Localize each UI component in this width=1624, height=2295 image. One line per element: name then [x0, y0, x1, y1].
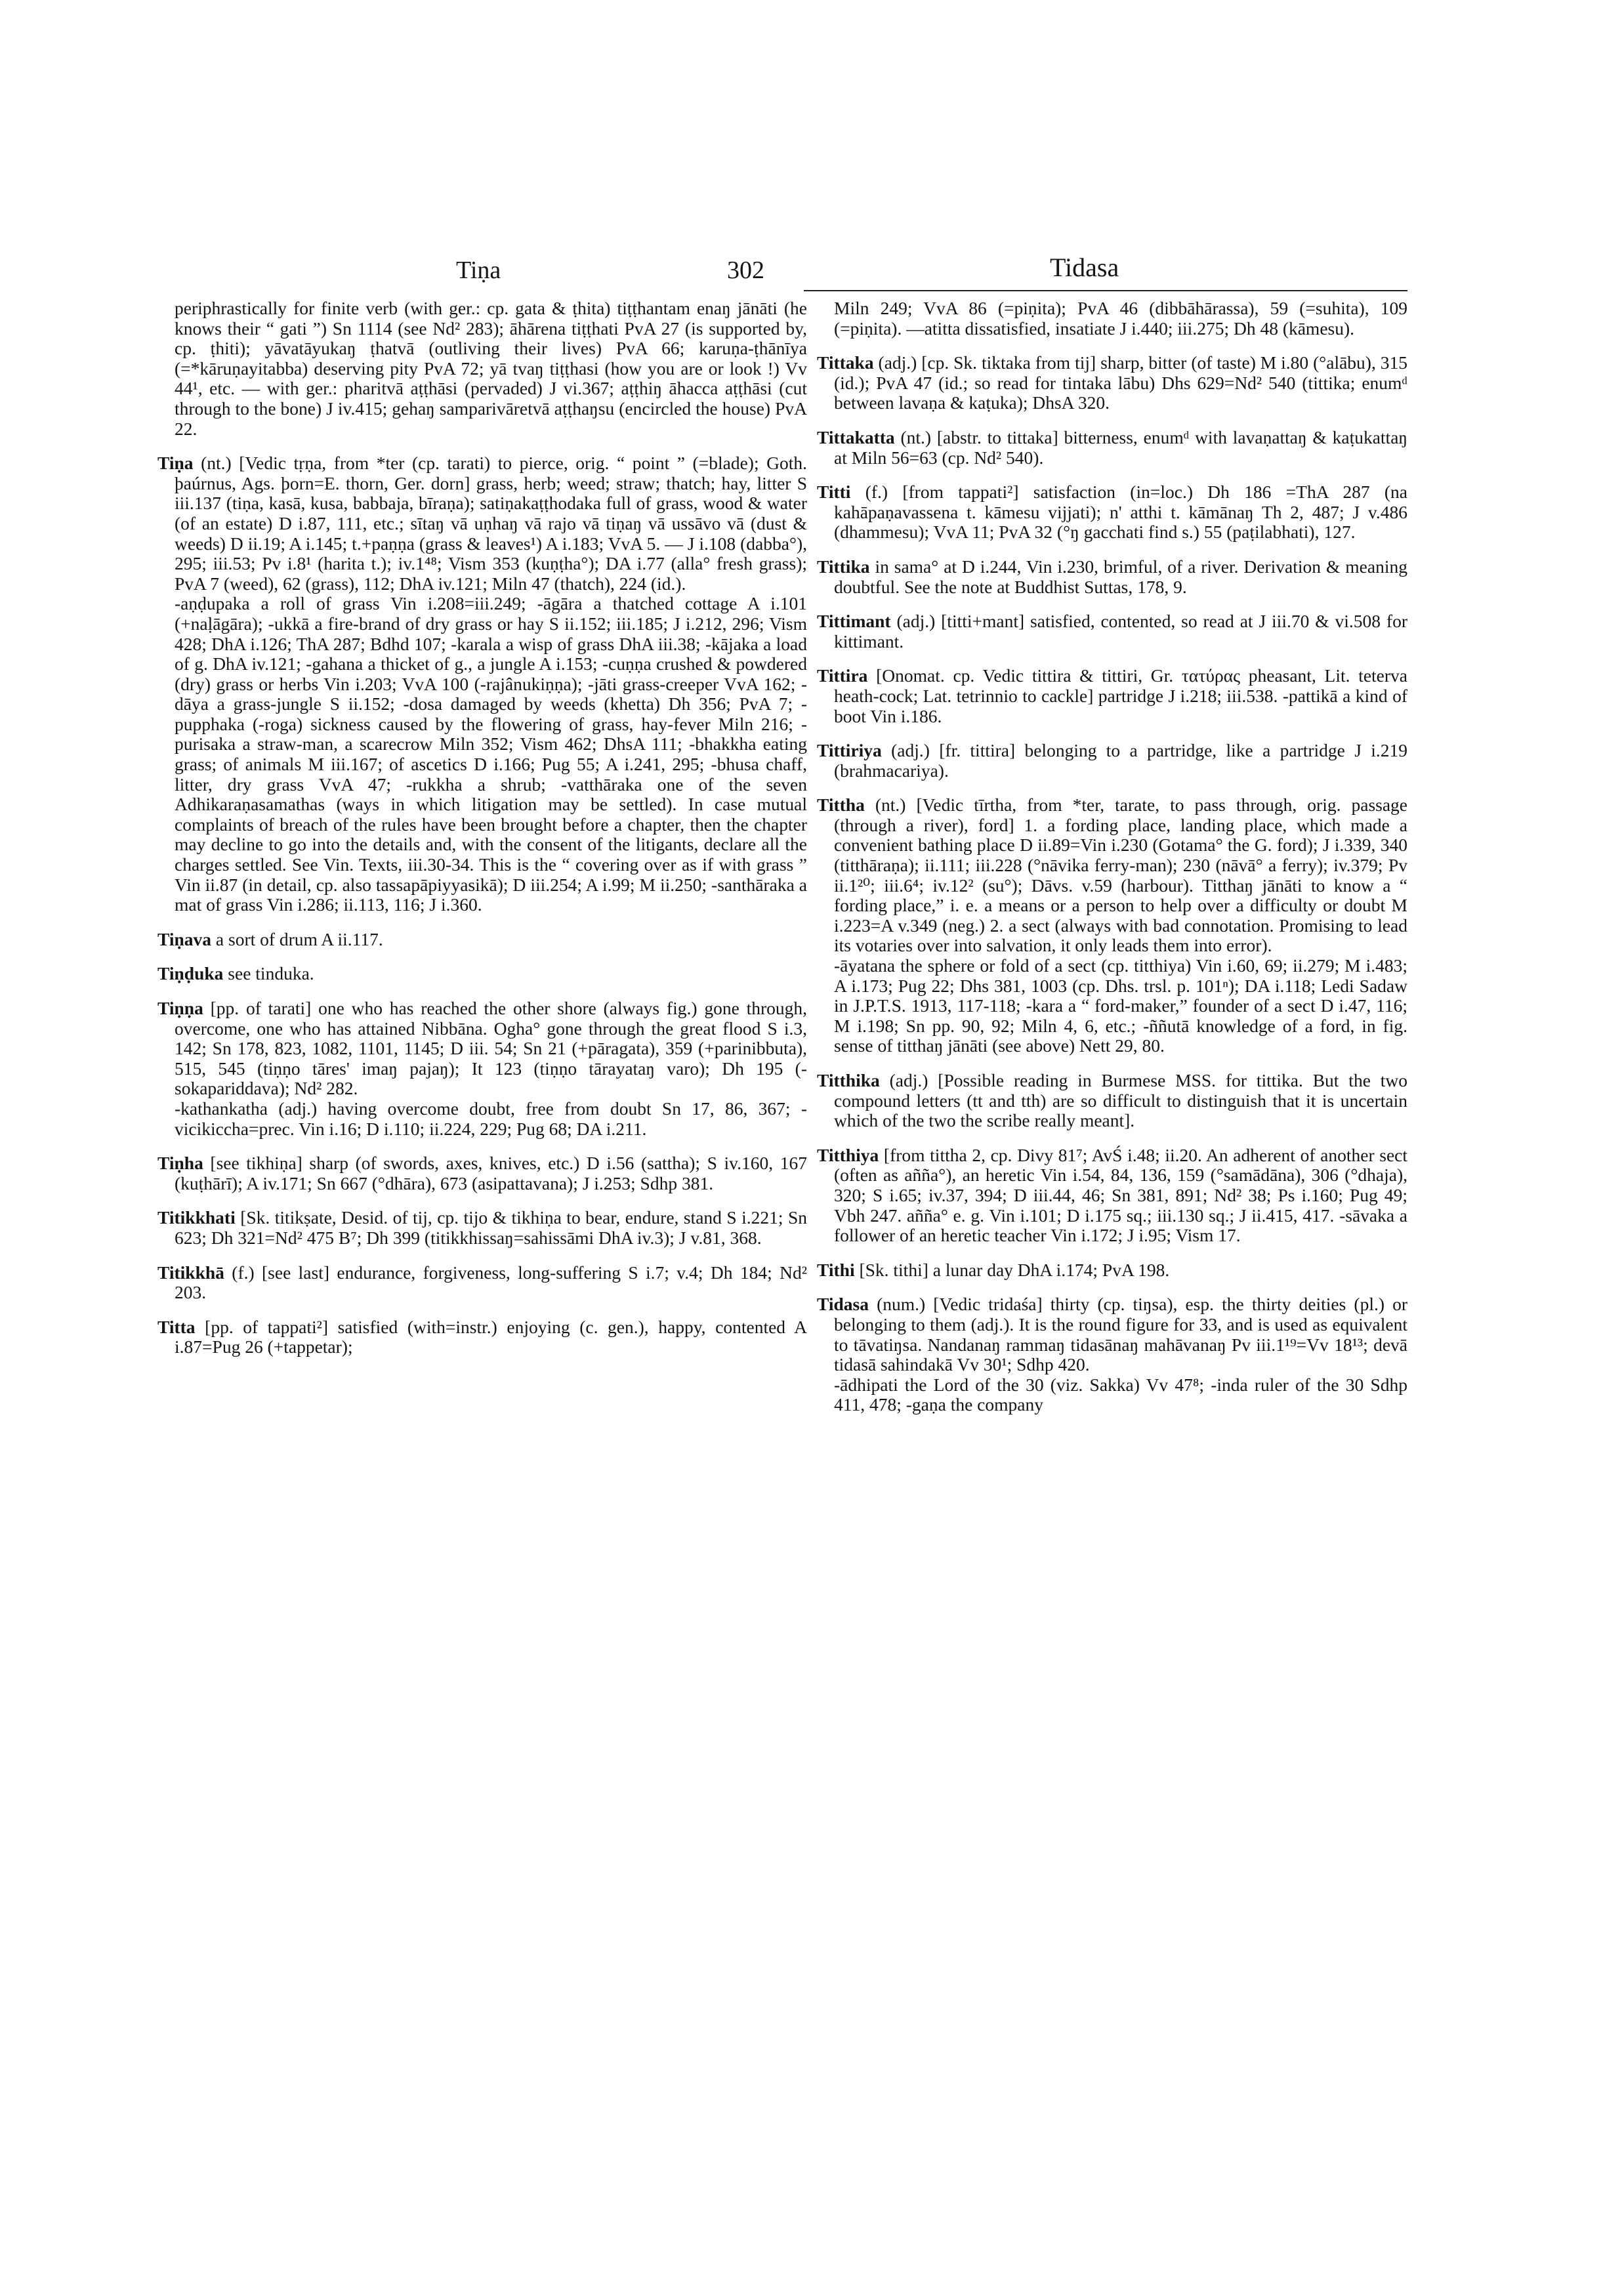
entry-text: (f.) [see last] endurance, forgiveness, long-suffering S i.7; v.4; Dh 184; Nd² 203.	[175, 1262, 807, 1303]
dictionary-entry	[157, 1263, 807, 1303]
entry-text: a sort of drum A ii.117.	[215, 928, 383, 949]
entry-text: in sama° at D i.244, Vin i.230, brimful, of a river. Derivation & meaning doubtful. See the note at Buddhist Suttas, 178, 9.	[834, 556, 1407, 597]
dictionary-entry	[817, 353, 1407, 413]
entry-headword: Titti	[817, 482, 851, 503]
dictionary-entry	[817, 795, 1407, 1056]
dictionary-entry	[157, 1317, 807, 1357]
entry-text: (adj.) [cp. Sk. tiktaka from tij] sharp, bitter (of taste) M i.80 (°alābu), 315 (id.); PvA 47 (id.; so read for tintaka lābu) Dhs 629=Nd² 540 (tittika; enumᵈ between lavaṇa & kaṭuka); DhsA 320.	[834, 352, 1407, 413]
entry-text: (adj.) [Possible reading in Burmese MSS. for tittika. But the two compound letters (tt and tth) are so difficult to distinguish that it is uncertain which of the two the scribe really meant].	[834, 1070, 1408, 1131]
dictionary-entry	[817, 611, 1407, 651]
entry-headword: Titthiya	[817, 1144, 879, 1165]
dictionary-entry	[817, 482, 1407, 543]
dictionary-entry-continuation	[817, 299, 1407, 339]
entry-compounds: -kathankatha (adj.) having overcome doubt, free from doubt Sn 17, 86, 367; -vicikiccha=prec. Vin i.16; D i.110; ii.224, 229; Pug 68; DA i.211.	[175, 1098, 807, 1139]
header-first-headword: Tiṇa	[456, 257, 501, 284]
entry-compounds: -āyatana the sphere or fold of a sect (cp. titthiya) Vin i.60, 69; ii.279; M i.483; A i.173; Pug 22; Dhs 381, 1003 (cp. Dhs. trsl. p. 101ⁿ); DA i.118; Ledi Sadaw in J.P.T.S. 1913, 117-118; -kara a “ ford-maker,” founder of a sect D i.47, 116; M i.198; Sn pp. 90, 92; Miln 4, 6, etc.; -ññutā knowledge of a ford, in fig. sense of titthaŋ jānāti (see above) Nett 29, 80.	[834, 955, 1407, 1056]
entry-text: (adj.) [fr. tittira] belonging to a partridge, like a partridge J i.219 (brahmacariya).	[834, 740, 1408, 781]
dictionary-entry	[817, 1260, 1407, 1281]
entry-headword: Tidasa	[817, 1294, 869, 1315]
entry-headword: Tittira	[817, 665, 868, 686]
entry-text: (num.) [Vedic tridaśa] thirty (cp. tiŋsa), esp. the thirty deities (pl.) or belonging to them (adj.). It is the round figure for 33, and is used as equivalent to tāvatiŋsa. Nandanaŋ rammaŋ tidasānaŋ mahāvanaŋ Pv iii.1¹⁹=Vv 18¹³; devā tidasā sahindakā Vv 30¹; Sdhp 420.	[834, 1294, 1408, 1375]
header-last-headword: Tidasa	[1050, 253, 1119, 282]
entry-headword: Titthika	[817, 1070, 880, 1090]
entry-headword: Tithi	[817, 1259, 855, 1280]
entry-headword: Tittimant	[817, 611, 891, 632]
entry-headword: Titikkhati	[157, 1207, 236, 1228]
running-header	[0, 253, 1624, 295]
dictionary-entry	[817, 1294, 1407, 1415]
entry-headword: Tittiriya	[817, 740, 882, 761]
dictionary-entry	[817, 666, 1407, 726]
dictionary-entry	[157, 453, 807, 915]
entry-text: [pp. of tappati²] satisfied (with=instr.) enjoying (c. gen.), happy, contented A i.87=Pug 26 (+tappetar);	[175, 1316, 807, 1357]
dictionary-entry-continuation	[157, 299, 807, 439]
entry-text: (adj.) [titti+mant] satisfied, contented, so read at J iii.70 & vi.508 for kittimant.	[834, 611, 1408, 651]
entry-headword: Tiṇa	[157, 453, 194, 474]
entry-headword: Tiṇava	[157, 928, 212, 949]
header-rule	[804, 290, 1407, 291]
entry-headword: Tiṇṇa	[157, 998, 203, 1018]
dictionary-entry	[157, 964, 807, 984]
entry-text: (nt.) [abstr. to tittaka] bitterness, enumᵈ with lavaṇattaŋ & kaṭukattaŋ at Miln 56=63 (cp. Nd² 540).	[834, 426, 1408, 468]
entry-compounds: -ādhipati the Lord of the 30 (viz. Sakka) Vv 47⁸; -inda ruler of the 30 Sdhp 411, 478; -gaṇa the company	[834, 1374, 1407, 1415]
dictionary-entry	[817, 1146, 1407, 1246]
dictionary-entry	[157, 1208, 807, 1248]
dictionary-entry	[817, 741, 1407, 781]
dictionary-entry	[817, 428, 1407, 468]
entry-headword: Tiṇha	[157, 1153, 203, 1174]
entry-text: see tinduka.	[228, 963, 314, 984]
entry-text: [Sk. tithi] a lunar day DhA i.174; PvA 198.	[859, 1259, 1170, 1280]
entry-headword: Tiṇḍuka	[157, 963, 224, 984]
dictionary-entry	[157, 999, 807, 1139]
entry-text: (nt.) [Vedic tīrtha, from *ter, tarate, to pass through, orig. passage (through a river), ford] 1. a fording place, landing place, which made a convenient bathing place D ii.89=Vin i.230 (Gotama° the G. ford); J i.339, 340 (titthāraṇa); ii.111; iii.228 (°nāvika ferry-man); 230 (nāvā° a ferry); iv.379; Pv ii.1²⁰; iii.6⁴; iv.12² (su°); Dāvs. v.59 (harbour). Titthaŋ jānāti to know a “ fording place,” i. e. a means or a person to help over a difficulty or doubt M i.223=A v.349 (neg.) 2. a sect (always with bad connotation. Promising to lead its votaries over into salvation, it only leads them into error).	[834, 795, 1408, 956]
left-column	[157, 299, 807, 1372]
entry-headword: Titta	[157, 1316, 196, 1337]
entry-headword: Tittakatta	[817, 426, 895, 447]
entry-headword: Tittha	[817, 795, 865, 816]
entry-compounds: -aṇḍupaka a roll of grass Vin i.208=iii.249; -āgāra a thatched cottage A i.101 (+naḷāgāra); -ukkā a fire-brand of dry grass or hay S ii.152; iii.185; J i.212, 296; Vism 428; DhA i.126; ThA 287; Bdhd 107; -karala a wisp of grass DhA iii.38; -kājaka a load of g. DhA iv.121; -gahana a thicket of g., a jungle A i.153; -cuṇṇa crushed & powdered (dry) grass or herbs Vin i.203; VvA 100 (-rajânukiṇṇa); -jāti grass-creeper VvA 162; -dāya a grass-jungle S ii.152; -dosa damaged by weeds (khetta) Dh 356; PvA 7; -pupphaka (-roga) sickness caused by the flowering of grass, hay-fever Miln 216; -purisaka a straw-man, a scarecrow Miln 352; Vism 462; DhsA 111; -bhakkha eating grass; of animals M iii.167; of ascetics D i.166; Pug 55; A i.241, 295; -bhusa chaff, litter, dry grass VvA 47; -rukkha a shrub; -vatthāraka one of the seven Adhikaraṇasamathas (ways in which litigation may be settled). In case mutual complaints of breach of the rules have been brought before a chapter, then the chapter may decline to go into the details and, with the consent of the litigants, declare all the charges settled. See Vin. Texts, iii.30-34. This is the “ covering over as if with grass ” Vin ii.87 (in detail, cp. also tassapāpiyyasikā); D iii.254; A i.99; M ii.250; -santhāraka a mat of grass Vin i.286; ii.113, 116; J i.360.	[175, 593, 807, 915]
entry-text: (f.) [from tappati²] satisfaction (in=loc.) Dh 186 =ThA 287 (na kahāpaṇavassena t. kāmesu vijjati); n' atthi t. kāmānaŋ Th 2, 487; J v.486 (dhammesu); VvA 11; PvA 32 (°ŋ gacchati find s.) 55 (paṭilabhati), 127.	[834, 482, 1407, 543]
entry-text: (nt.) [Vedic tṛṇa, from *ter (cp. tarati) to pierce, orig. “ point ” (=blade); Goth. þaúrnus, Ags. þorn=E. thorn, Ger. dorn] grass, herb; weed; straw; thatch; hay, litter S iii.137 (tiṇa, kasā, kusa, babbaja, bīraṇa); satiṇakaṭṭhodaka full of grass, wood & water (of an estate) D i.87, 111, etc.; sītaŋ vā uṇhaŋ vā rajo vā tiṇaŋ vā ussāvo vā (dust & weeds) D ii.19; A i.145; t.+paṇṇa (grass & leaves¹) A i.183; VvA 5. — J i.108 (dabba°), 295; iii.53; Pv i.8¹ (harita t.); iv.1⁴⁸; Vism 353 (kuṇṭha°); DA i.77 (alla° fresh grass); PvA 7 (weed), 62 (grass), 112; DhA iv.121; Miln 47 (thatch), 224 (id.).	[175, 453, 807, 594]
right-column	[817, 299, 1407, 1430]
entry-text: periphrastically for finite verb (with ger.: cp. gata & ṭhita) tiṭṭhantam enaŋ jānāti (he knows their “ gati ”) Sn 1114 (see Nd² 283); āhārena tiṭṭhati PvA 27 (is supported by, cp. ṭhiti); yāvatāyukaŋ ṭhatvā (outliving their lives) PvA 66; karuṇa-ṭhānīya (=*kāruṇayitabba) deserving pity PvA 72; yā tvaŋ tiṭṭhasi (how you are or look !) Vv 44¹, etc. — with ger.: pharitvā aṭṭhāsi (pervaded) J vi.367; aṭṭhiŋ āhacca aṭṭhāsi (cut through to the bone) J iv.415; gehaŋ samparivāretvā aṭṭhaŋsu (encircled the house) PvA 22.	[175, 298, 807, 439]
entry-text: [Sk. titikṣate, Desid. of tij, cp. tijo & tikhiṇa to bear, endure, stand S i.221; Sn 623; Dh 321=Nd² 475 B⁷; Dh 399 (titikkhissaŋ=sahissāmi DhA iv.3); J v.81, 368.	[175, 1207, 808, 1248]
dictionary-entry	[817, 1071, 1407, 1131]
entry-text: [pp. of tarati] one who has reached the other shore (always fig.) gone through, overcome, one who has attained Nibbāna. Ogha° gone through the great flood S i.3, 142; Sn 178, 823, 1082, 1101, 1145; D iii. 54; Sn 21 (+pāragata), 359 (+parinibbuta), 515, 545 (tiṇṇo tāres' imaŋ pajaŋ); It 123 (tiṇṇo tārayataŋ varo); Dh 195 (-sokapariddava); Nd² 282.	[175, 998, 807, 1099]
entry-headword: Tittaka	[817, 352, 874, 373]
page-number: 302	[727, 257, 764, 284]
entry-headword: Tittika	[817, 556, 870, 577]
entry-text: [from tittha 2, cp. Divy 81⁷; AvŚ i.48; ii.20. An adherent of another sect (often as añña°), an heretic Vin i.54, 84, 136, 159 (°samādāna), 306 (°dhaja), 320; S i.65; iv.37, 394; D iii.44, 46; Sn 381, 891; Nd² 38; Ps i.160; Pug 49; Vbh 247. añña° e. g. Vin i.101; D i.175 sq.; iii.130 sq.; J ii.415, 417. -sāvaka a follower of an heretic teacher Vin i.172; J i.95; Vism 17.	[834, 1144, 1408, 1246]
entry-text: [see tikhiṇa] sharp (of swords, axes, knives, etc.) D i.56 (sattha); S iv.160, 167 (kuṭhārī); A iv.171; Sn 667 (°dhāra), 673 (asipattavana); J i.253; Sdhp 381.	[175, 1153, 807, 1193]
dictionary-entry	[157, 930, 807, 950]
entry-text: [Onomat. cp. Vedic tittira & tittiri, Gr. τατύρας pheasant, Lit. teterva heath-cock; Lat. tetrinnio to cackle] partridge J i.218; iii.538. -pattikā a kind of boot Vin i.186.	[834, 665, 1408, 726]
dictionary-entry	[157, 1153, 807, 1193]
entry-text: Miln 249; VvA 86 (=piṇita); PvA 46 (dibbāhārassa), 59 (=suhita), 109 (=piṇita). —atitta dissatisfied, insatiate J i.440; iii.275; Dh 48 (kāmesu).	[834, 298, 1407, 339]
entry-headword: Titikkhā	[157, 1262, 224, 1283]
dictionary-entry	[817, 557, 1407, 597]
